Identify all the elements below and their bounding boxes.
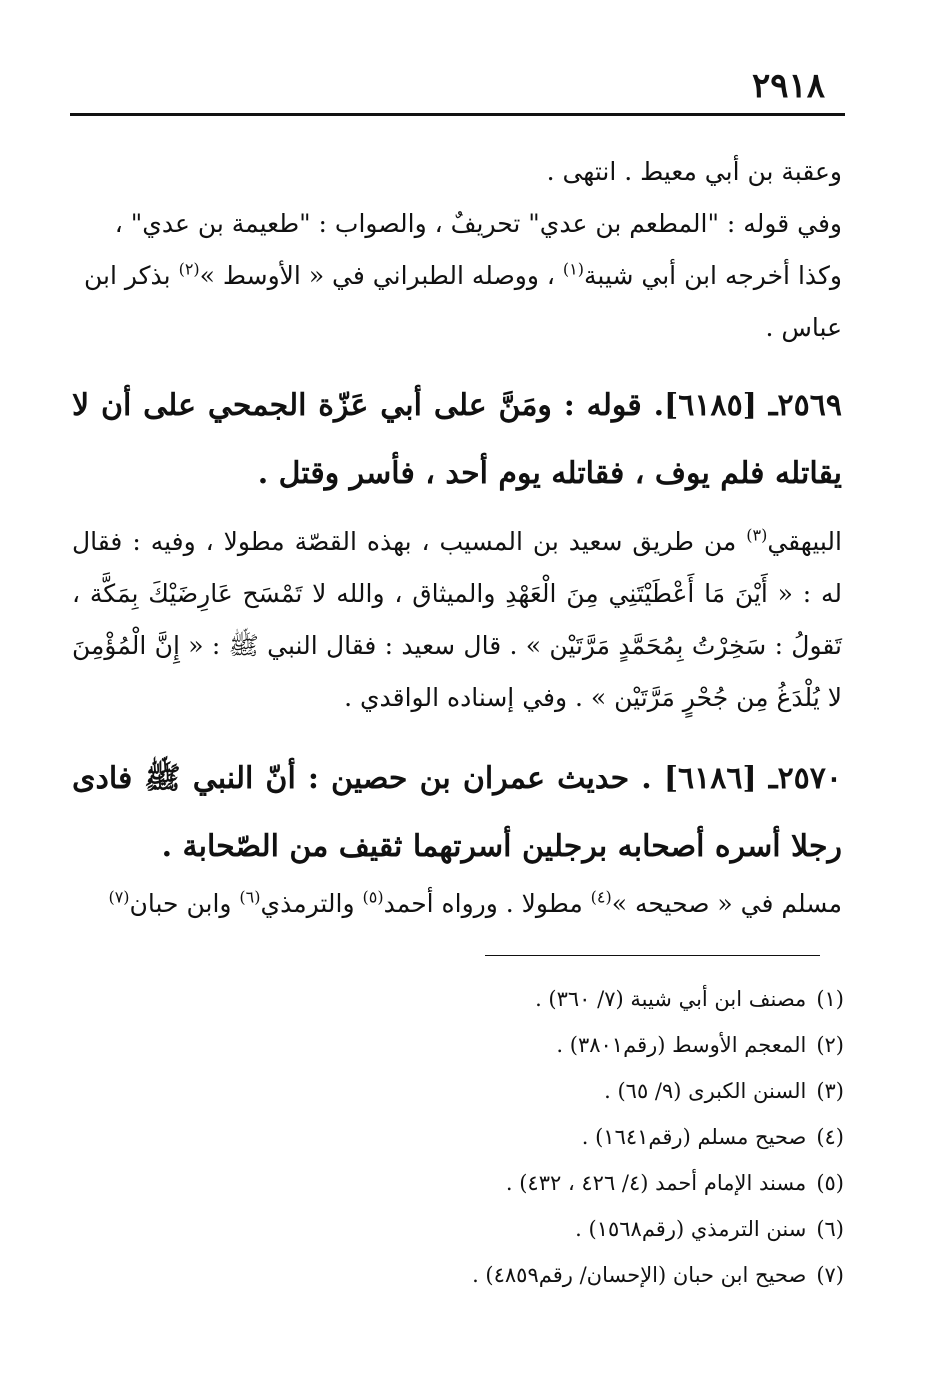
commentary-text: مطولا . ورواه أحمد [383,889,591,918]
commentary-text: البيهقي [767,527,842,556]
footnote-item [194,1160,844,1206]
page-header [70,58,845,116]
text-line: وكذا أخرجه ابن أبي شيبة [584,261,842,290]
footnote-item [194,1068,844,1114]
hadith-number: ٢٥٧٠ـ [٦١٨٦] . [629,761,843,796]
footnote-ref[interactable]: (٢) [178,259,200,279]
hadith-commentary [72,516,842,724]
commentary-text: من طريق سعيد بن المسيب ، بهذه القصّة مطولا ، وفيه : فقال له : « أَيْنَ مَا أَعْطَيْتَنِي مِنَ الْعَهْدِ والميثاق ، والله لا تَمْسَح عَارِضَيْكَ بِمَكَّة ، تَقولُ : سَخِرْتُ بِمُحَمَّدٍ مَرَّتَيْن » . قال سعيد : فقال النبي ﷺ : « إِنَّ الْمُؤْمِنَ لا يُلْدَغُ مِن جُحْرٍ مَرَّتَيْن » . وفي إسناده الواقدي . [72,527,842,712]
footnote-text: السنن الكبرى (٩/ ٦٥) . [604,1079,807,1103]
text-line: ، ووصله الطبراني في « الأوسط » [199,261,563,290]
footnote-item [194,976,844,1022]
commentary-text: مسلم في « صحيحه » [611,889,842,918]
footnote-ref[interactable]: (٣) [746,525,768,545]
hadith-heading [72,745,842,881]
footnote-text: صحيح مسلم (رقم١٦٤١) . [581,1125,807,1149]
hadith-text: حديث عمران بن حصين : أنّ النبي ﷺ فادى رجلا أسره أصحابه برجلين أسرتهما ثقيف من الصّحابة . [72,761,842,864]
text-line: عباس . [765,313,842,342]
text-line: وعقبة بن أبي معيط . انتهى . [546,157,842,186]
footnote-ref[interactable]: (٥) [362,887,384,907]
footnote-item [194,1252,844,1298]
footnote-number: (١) [816,987,844,1011]
footnote-number: (٧) [816,1263,844,1287]
footnote-text: صحيح ابن حبان (الإحسان/ رقم٤٨٥٩) . [472,1263,807,1287]
text-line: وفي قوله : "المطعم بن عدي" تحريفٌ ، والصواب : "طعيمة بن عدي" ، [114,209,842,238]
footnote-text: مسند الإمام أحمد (٤/ ٤٢٦ ، ٤٣٢) . [505,1171,807,1195]
footnotes-list [194,976,844,1298]
footnote-text: مصنف ابن أبي شيبة (٧/ ٣٦٠) . [535,987,807,1011]
text-line: بذكر ابن [83,261,179,290]
footnote-ref[interactable]: (٧) [108,887,130,907]
commentary-text: والترمذي [260,889,363,918]
hadith-heading [72,372,842,508]
hadith-text: قوله : ومَنَّ على أبي عَزّة الجمحي على أن لا يقاتله فلم يوف ، فقاتله يوم أحد ، فأسر وقتل . [72,388,842,491]
footnote-divider [485,955,820,956]
footnote-number: (٥) [816,1171,844,1195]
footnote-item [194,1206,844,1252]
footnote-text: المعجم الأوسط (رقم٣٨٠١) . [556,1033,807,1057]
footnote-ref[interactable]: (٤) [590,887,612,907]
footnote-ref[interactable]: (٦) [239,887,261,907]
footnote-number: (٤) [816,1125,844,1149]
footnote-number: (٦) [816,1217,844,1241]
footnote-item [194,1114,844,1160]
hadith-commentary [72,878,842,930]
footnote-text: سنن الترمذي (رقم١٥٦٨) . [575,1217,807,1241]
footnote-number: (٣) [816,1079,844,1103]
commentary-text: وابن حبان [129,889,240,918]
footnote-ref[interactable]: (١) [562,259,584,279]
paragraph-continuation [72,146,842,354]
hadith-number: ٢٥٦٩ـ [٦١٨٥]. [641,388,842,423]
footnote-item [194,1022,844,1068]
footnote-number: (٢) [816,1033,844,1057]
page-number: ٢٩١٨ [751,66,825,106]
